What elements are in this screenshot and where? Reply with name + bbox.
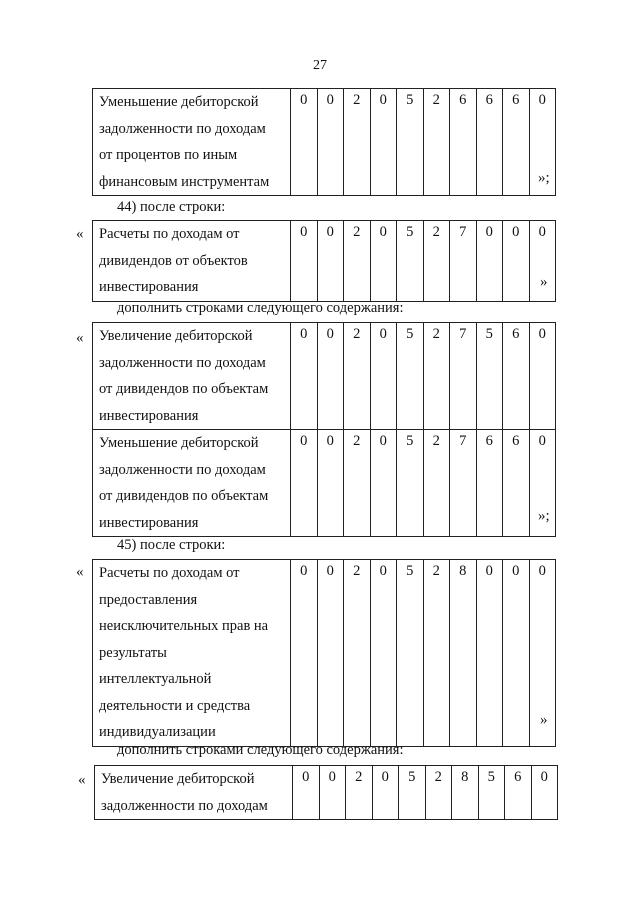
- code-digit: 5: [397, 89, 424, 196]
- row-label: [93, 221, 291, 302]
- table-row: [93, 560, 556, 747]
- label-line: Увеличение дебиторской: [99, 328, 253, 344]
- table-row: [93, 89, 556, 196]
- code-digit: 0: [293, 766, 320, 820]
- code-digit: 6: [476, 89, 503, 196]
- opening-quote: «: [78, 772, 86, 788]
- label-line: финансовым инструментам: [99, 173, 270, 190]
- code-digit: 6: [476, 430, 503, 537]
- code-digit: 7: [450, 221, 477, 302]
- code-digit: 0: [529, 430, 556, 537]
- label-line: интеллектуальной: [99, 671, 212, 687]
- label-line: Уменьшение дебиторской: [99, 435, 259, 451]
- section-heading: дополнить строками следующего содержания:: [117, 300, 404, 316]
- code-table-1: [92, 88, 556, 196]
- code-digit: 0: [529, 89, 556, 196]
- table-row: [95, 766, 558, 820]
- code-digit: 6: [505, 766, 532, 820]
- label-line: результаты: [99, 644, 167, 661]
- code-digit: 2: [423, 221, 450, 302]
- code-digit: 8: [450, 560, 477, 747]
- code-digit: 0: [317, 89, 344, 196]
- opening-quote: «: [76, 564, 84, 580]
- code-digit: 2: [423, 430, 450, 537]
- code-digit: 5: [476, 323, 503, 430]
- code-digit: 0: [503, 221, 530, 302]
- label-line: деятельности и средства: [99, 697, 251, 714]
- code-digit: 2: [344, 560, 371, 747]
- code-digit: 0: [317, 430, 344, 537]
- label-line: инвестирования: [99, 279, 199, 295]
- code-digit: 2: [346, 766, 373, 820]
- closing-quote: »;: [538, 508, 550, 524]
- code-digit: 0: [317, 221, 344, 302]
- opening-quote: «: [76, 226, 84, 242]
- code-digit: 0: [317, 323, 344, 430]
- page-number: 27: [313, 58, 327, 73]
- code-digit: 5: [397, 560, 424, 747]
- code-digit: 0: [291, 221, 318, 302]
- code-digit: 6: [503, 323, 530, 430]
- row-label: [93, 89, 291, 196]
- code-digit: 2: [344, 323, 371, 430]
- section-heading: 45) после строки:: [117, 537, 226, 553]
- code-table-3: [92, 322, 556, 537]
- closing-quote: »;: [538, 170, 550, 186]
- code-digit: 0: [319, 766, 346, 820]
- code-digit: 0: [531, 766, 558, 820]
- code-digit: 5: [397, 221, 424, 302]
- code-digit: 5: [397, 430, 424, 537]
- code-digit: 5: [478, 766, 505, 820]
- code-digit: 0: [291, 89, 318, 196]
- code-digit: 0: [529, 560, 556, 747]
- code-digit: 0: [370, 560, 397, 747]
- row-label: [93, 560, 291, 747]
- code-digit: 7: [450, 430, 477, 537]
- label-line: Увеличение дебиторской: [101, 771, 255, 787]
- code-digit: 0: [372, 766, 399, 820]
- code-digit: 0: [291, 430, 318, 537]
- code-table-5: [94, 765, 558, 820]
- code-digit: 0: [370, 323, 397, 430]
- label-line: инвестирования: [99, 514, 199, 531]
- code-digit: 0: [476, 221, 503, 302]
- code-digit: 2: [425, 766, 452, 820]
- closing-quote: »: [540, 712, 548, 728]
- label-line: неисключительных прав на: [99, 618, 269, 634]
- code-digit: 0: [291, 560, 318, 747]
- code-digit: 0: [370, 430, 397, 537]
- code-table-2: [92, 220, 556, 302]
- code-digit: 2: [344, 430, 371, 537]
- code-digit: 0: [317, 560, 344, 747]
- row-label: [95, 766, 293, 820]
- code-digit: 0: [476, 560, 503, 747]
- label-line: Уменьшение дебиторской: [99, 94, 259, 110]
- code-table-4: [92, 559, 556, 747]
- label-line: задолженности по доходам: [99, 120, 266, 137]
- closing-quote: »: [540, 274, 548, 290]
- label-line: Расчеты по доходам от: [99, 226, 240, 242]
- label-line: задолженности по доходам: [101, 797, 268, 814]
- code-digit: 0: [291, 323, 318, 430]
- label-line: от дивидендов по объектам: [99, 488, 269, 504]
- code-digit: 2: [423, 560, 450, 747]
- row-label: [93, 323, 291, 430]
- label-line: Расчеты по доходам от: [99, 565, 240, 581]
- code-digit: 7: [450, 323, 477, 430]
- opening-quote: «: [76, 330, 84, 346]
- code-digit: 6: [450, 89, 477, 196]
- code-digit: 2: [423, 323, 450, 430]
- label-line: задолженности по доходам: [99, 354, 266, 371]
- label-line: задолженности по доходам: [99, 461, 266, 478]
- code-digit: 6: [503, 430, 530, 537]
- table-row: [93, 221, 556, 302]
- section-heading: 44) после строки:: [117, 199, 226, 215]
- code-digit: 0: [370, 221, 397, 302]
- code-digit: 0: [503, 560, 530, 747]
- code-digit: 5: [397, 323, 424, 430]
- code-digit: 8: [452, 766, 479, 820]
- table-row: [93, 323, 556, 430]
- code-digit: 2: [344, 89, 371, 196]
- row-label: [93, 430, 291, 537]
- code-digit: 0: [529, 323, 556, 430]
- code-digit: 2: [423, 89, 450, 196]
- label-line: инвестирования: [99, 407, 199, 424]
- label-line: от процентов по иным: [99, 147, 238, 163]
- code-digit: 5: [399, 766, 426, 820]
- label-line: индивидуализации: [99, 724, 216, 740]
- code-digit: 0: [529, 221, 556, 302]
- section-heading: дополнить строками следующего содержания:: [117, 742, 404, 758]
- table-row: [93, 430, 556, 537]
- code-digit: 6: [503, 89, 530, 196]
- code-digit: 2: [344, 221, 371, 302]
- code-digit: 0: [370, 89, 397, 196]
- label-line: дивидендов от объектов: [99, 252, 248, 269]
- label-line: от дивидендов по объектам: [99, 381, 269, 397]
- label-line: предоставления: [99, 591, 198, 608]
